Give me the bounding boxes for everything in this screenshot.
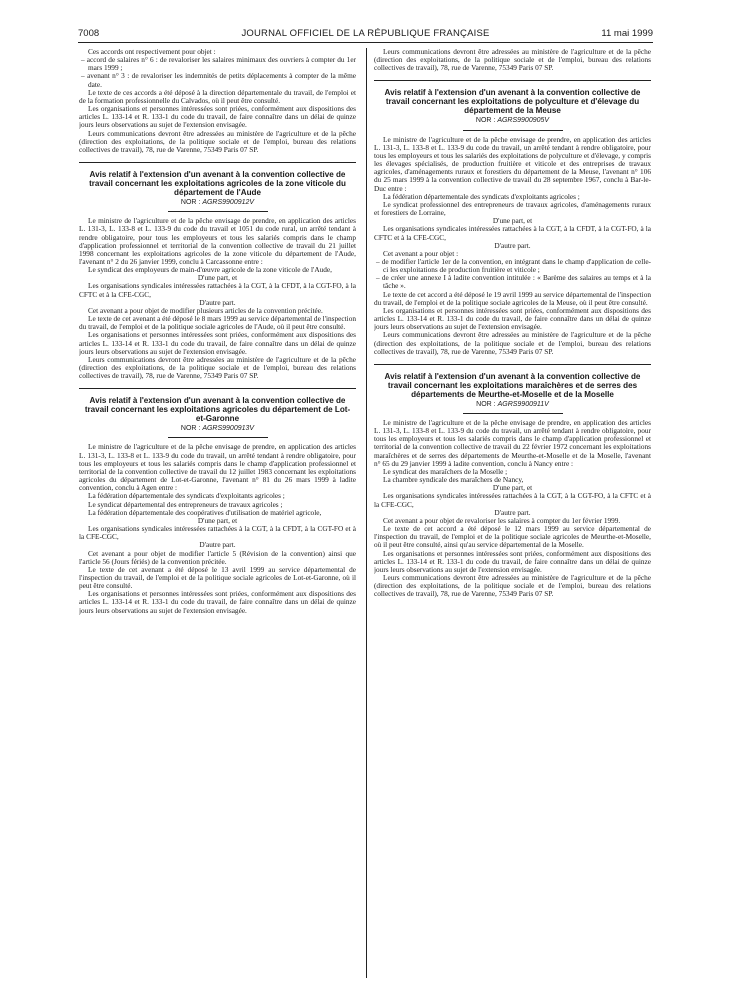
journal-title: JOURNAL OFFICIEL DE LA RÉPUBLIQUE FRANÇAISE bbox=[241, 28, 490, 39]
notice-title: Avis relatif à l'extension d'un avenant à la convention collective de travail concernant les exploitations agricoles du département de Lot-et-Garonne bbox=[84, 396, 351, 424]
paragraph: Le texte de cet accord a été déposé le 12 mars 1999 au service départemental de l'inspection du travail, de l'emploi et de la politique sociale agricoles de Meurthe-et-Moselle, où il peut être consulté, ainsi qu'au service départemental de la Moselle. bbox=[374, 524, 651, 550]
paragraph: Les organisations et personnes intéressées sont priées, conformément aux dispositions des articles L. 133-14 et R. 133-1 du code du travail, de faire connaître dans un délai de quinze jours leurs observations au sujet de l'extension envisagée. bbox=[79, 589, 356, 615]
paragraph: Cet avenant a pour objet : bbox=[383, 248, 459, 258]
paragraph: D'autre part. bbox=[199, 297, 236, 307]
nor-reference bbox=[79, 425, 356, 433]
section-rule bbox=[79, 388, 356, 389]
nor-label: NOR : bbox=[180, 199, 201, 207]
right-column bbox=[374, 48, 651, 983]
paragraph: Les organisations et personnes intéressées sont priées, conformément aux dispositions des articles L. 133-14 et R. 133-1 du code du travail, de faire connaître dans un délai de quinze jours leurs observations au sujet de l'extension envisagée. bbox=[374, 305, 651, 332]
paragraph: Le ministre de l'agriculture et de la pêche envisage de prendre, en application des articles L. 131-3, L. 133-8 et L. 133-9 du code du travail, un arrêté tendant à rendre obligatoire, pour tous les employeurs et tous les salariés des exploitations de polyculture et d'élevage, y compris les élevages spécialisés, de production fruitière et viticole et des entreprises de travaux agricoles, d'aménagements ruraux et forestiers du département de la Meuse, l'avenant n° 106 du 25 mars 1999 à la convention collective de travail du 28 septembre 1967, conclu à Bar-le-Duc entre : bbox=[374, 134, 651, 193]
paragraph: Cet avenant a pour objet de modifier l'article 5 (Révision de la convention) ainsi que l'article 56 (Jours fériés) de la convention précitée. bbox=[79, 548, 356, 566]
paragraph: Leurs communications devront être adressées au ministère de l'agriculture et de la pêche (direction des exploitations, de la politique sociale et de l'emploi, bureau des relations collectives de travail), 78, rue de Varenne, 75349 Paris 07 SP. bbox=[79, 354, 356, 381]
paragraph: D'autre part. bbox=[494, 507, 531, 517]
title-rule bbox=[463, 413, 563, 414]
nor-label: NOR : bbox=[180, 425, 201, 433]
section-rule bbox=[79, 162, 356, 163]
section-rule bbox=[374, 80, 651, 81]
title-rule bbox=[463, 130, 563, 131]
paragraph: Le texte de cet avenant a été déposé le 8 mars 1999 au service départemental de l'inspection du travail, de l'emploi et de la politique sociale agricoles de l'Aude, où il peut être consulté. bbox=[79, 314, 356, 332]
paragraph: Leurs communications devront être adressées au ministère de l'agriculture et de la pêche (direction des exploitations, de la politique sociale et de l'emploi, bureau des relations collectives de travail), 78, rue de Varenne, 75349 Paris 07 SP. bbox=[374, 330, 651, 356]
paragraph: Les organisations et personnes intéressées sont priées, conformément aux dispositions des articles L. 133-14 et R. 133-1 du code du travail, de faire connaître dans un délai de quinze jours leurs observations au sujet de l'extension envisagée. bbox=[374, 548, 651, 574]
paragraph: Les organisations et personnes intéressées sont priées, conformément aux dispositions des articles L. 133-14 et R. 133-1 du code du travail, de faire connaître dans un délai de quinze jours leurs observations au sujet de l'extension envisagée. bbox=[79, 330, 356, 356]
title-rule bbox=[168, 437, 268, 438]
paragraph: D'une part, et bbox=[197, 515, 238, 525]
list-item: – de créer une annexe I à ladite convention intitulée : « Barème des salaires au temps et à la tâche ». bbox=[376, 273, 651, 291]
section-rule bbox=[374, 364, 651, 365]
paragraph: Leurs communications devront être adressées au ministère de l'agriculture et de la pêche (direction des exploitations, de la politique sociale et de l'emploi, bureau des relations collectives de travail), 78, rue de Varenne, 75349 Paris 07 SP. bbox=[374, 572, 651, 599]
paragraph: Le texte de cet avenant a été déposé le 13 avril 1999 au service départemental de l'inspection du travail, de l'emploi et de la politique sociale agricoles de Lot-et-Garonne, où il peut être consulté. bbox=[79, 564, 356, 591]
paragraph: D'une part, et bbox=[492, 216, 533, 226]
issue-date: 11 mai 1999 bbox=[601, 28, 653, 39]
notice-title: Avis relatif à l'extension d'un avenant à la convention collective de travail concernant les exploitations maraîchères et de serres des départements de Meurthe-et-Moselle et de la Moselle bbox=[384, 371, 641, 399]
paragraph: Le syndicat des employeurs de main-d'œuvre agricole de la zone viticole de l'Aude, bbox=[88, 265, 332, 275]
column-divider bbox=[366, 48, 367, 978]
notice-meurthe-et-moselle bbox=[374, 372, 651, 599]
notice-aude bbox=[79, 170, 356, 380]
paragraph: Cet avenant a pour objet de revaloriser les salaires à compter du 1er février 1999. bbox=[383, 515, 621, 525]
paragraph: Leurs communications devront être adressées au ministère de l'agriculture et de la pêche (direction des exploitations, de la politique sociale et de l'emploi, bureau des relations collectives de travail), 78, rue de Varenne, 75349 Paris 07 SP. bbox=[374, 48, 651, 73]
paragraph: D'autre part. bbox=[494, 240, 531, 250]
paragraph: La fédération départementale des syndicats d'exploitants agricoles ; bbox=[383, 191, 580, 201]
notice-meuse bbox=[374, 88, 651, 355]
paragraph: D'une part, et bbox=[197, 273, 238, 283]
paragraph: Le syndicat départemental des entrepreneurs de travaux agricoles ; bbox=[88, 499, 283, 509]
paragraph: Le texte de ces accords a été déposé à la direction départementale du travail, de l'emploi et de la formation professionnelle du Calvados, où il peut être consulté. bbox=[79, 87, 356, 105]
nor-reference bbox=[374, 401, 651, 409]
nor-code: AGRS9900905V bbox=[497, 117, 550, 125]
paragraph: Le texte de cet accord a été déposé le 19 avril 1999 au service départemental de l'inspection du travail, de l'emploi et de la politique sociale agricoles de la Meuse, où il peut être consulté. bbox=[374, 289, 651, 307]
paragraph: Les organisations syndicales intéressées rattachées à la CGT, à la CFDT, à la CGT-FO, à la CFTC et à la CFE-CGC, bbox=[374, 224, 651, 242]
paragraph: La fédération départementale des coopératives d'utilisation de matériel agricole, bbox=[88, 507, 322, 517]
paragraph: Les organisations et personnes intéressées sont priées, conformément aux dispositions des articles L. 133-14 et R. 133-1 du code du travail, de faire connaître dans un délai de quinze jours leurs observations au sujet de l'extension envisagée. bbox=[79, 104, 356, 130]
title-rule bbox=[168, 211, 268, 212]
paragraph: Leurs communications devront être adressées au ministère de l'agriculture et de la pêche (direction des exploitations, de la politique sociale et de l'emploi, bureau des relations collectives de travail), 78, rue de Varenne, 75349 Paris 07 SP. bbox=[79, 128, 356, 154]
paragraph: Le ministre de l'agriculture et de la pêche envisage de prendre, en application des articles L. 131-3, L. 133-8 et L. 133-9 du code du travail et 1051 du code rural, un arrêté tendant à rendre obligatoire, pour tous les employeurs et tous les salariés compris dans le champ d'application professionnel et territorial de la convention collective de travail du 21 juillet 1998 concernant les exploitations agricoles de la zone viticole du département de l'Aude, l'avenant n° 2 du 26 janvier 1999, conclu à Carcassonne entre : bbox=[79, 216, 356, 266]
page-number: 7008 bbox=[78, 28, 100, 39]
paragraph: Les organisations syndicales intéressées rattachées à la CGT, à la CGT-FO, à la CFTC et à la CFE-CGC, bbox=[374, 491, 651, 509]
paragraph: La fédération départementale des syndicats d'exploitants agricoles ; bbox=[88, 491, 285, 501]
paragraph: Les organisations syndicales intéressées rattachées à la CGT, à la CFDT, à la CGT-FO, à la CFTC et à la CFE-CGC, bbox=[79, 281, 356, 299]
paragraph: Cet avenant a pour objet de modifier plusieurs articles de la convention précitée. bbox=[88, 305, 323, 315]
paragraph: D'autre part. bbox=[199, 540, 236, 550]
nor-reference bbox=[374, 117, 651, 125]
notice-title: Avis relatif à l'extension d'un avenant à la convention collective de travail concernant les exploitations agricoles de la zone viticole du département de l'Aude bbox=[89, 170, 346, 198]
nor-label: NOR : bbox=[475, 117, 496, 125]
page-header bbox=[78, 28, 653, 43]
list-item: – accord de salaires n° 6 : de revaloriser les salaires minimaux des ouvriers à compter du 1er mars 1999 ; bbox=[81, 55, 356, 73]
paragraph: La chambre syndicale des maraîchers de Nancy, bbox=[383, 475, 524, 485]
list-item: – de modifier l'article 1er de la convention, en intégrant dans le champ d'application de celle-ci les exploitations de production fruitière et viticole ; bbox=[376, 256, 651, 275]
paragraph: Le syndicat des maraîchers de la Moselle ; bbox=[383, 466, 508, 476]
paragraph: D'une part, et bbox=[492, 483, 533, 493]
nor-code: AGRS9900912V bbox=[202, 199, 255, 207]
paragraph: Ces accords ont respectivement pour objet : bbox=[88, 48, 216, 56]
notice-title: Avis relatif à l'extension d'un avenant à la convention collective de travail concernant les exploitations de polyculture et d'élevage du département de la Meuse bbox=[384, 88, 641, 116]
left-column bbox=[79, 48, 356, 983]
nor-label: NOR : bbox=[476, 400, 496, 408]
paragraph: Le ministre de l'agriculture et de la pêche envisage de prendre, en application des articles L. 131-3, L. 133-8 et L. 133-9 du code du travail, un arrêté tendant à rendre obligatoire, pour tous les employeurs et tous les salariés compris dans le champ d'application professionnel et territorial de la convention collective de travail du 12 juillet 1983 concernant les exploitations agricoles du département de Lot-et-Garonne, l'avenant n° 81 du 26 mars 1999 à ladite convention, conclu à Agen entre : bbox=[79, 442, 356, 493]
nor-code: AGRS9900913V bbox=[202, 425, 255, 433]
paragraph: Les organisations syndicales intéressées rattachées à la CGT, à la CFDT, à la CGT-FO et à la CFE-CGC, bbox=[79, 524, 356, 542]
nor-code: AGRS9900911V bbox=[497, 400, 549, 408]
list-item: – avenant n° 3 : de revaloriser les indemnités de petits déplacements à compter de la même date. bbox=[81, 71, 356, 89]
paragraph: Le ministre de l'agriculture et de la pêche envisage de prendre, en application des articles L. 131-3, L. 133-8 et L. 133-9 du code du travail, un arrêté tendant à rendre obligatoire, pour tous les employeurs et tous les salariés compris dans le champ d'application professionnel et territorial de la convention collective de travail du 22 février 1972 concernant les exploitations maraîchères et de serres des départements de Meurthe-et-Moselle et de la Moselle, l'avenant n° 65 du 29 janvier 1999 à ladite convention, conclu à Nancy entre : bbox=[374, 418, 651, 468]
notice-lot-et-garonne bbox=[79, 396, 356, 614]
paragraph: Le syndicat professionnel des entrepreneurs de travaux agricoles, d'aménagements ruraux et forestiers de Lorraine, bbox=[374, 199, 651, 218]
nor-reference bbox=[79, 199, 356, 207]
